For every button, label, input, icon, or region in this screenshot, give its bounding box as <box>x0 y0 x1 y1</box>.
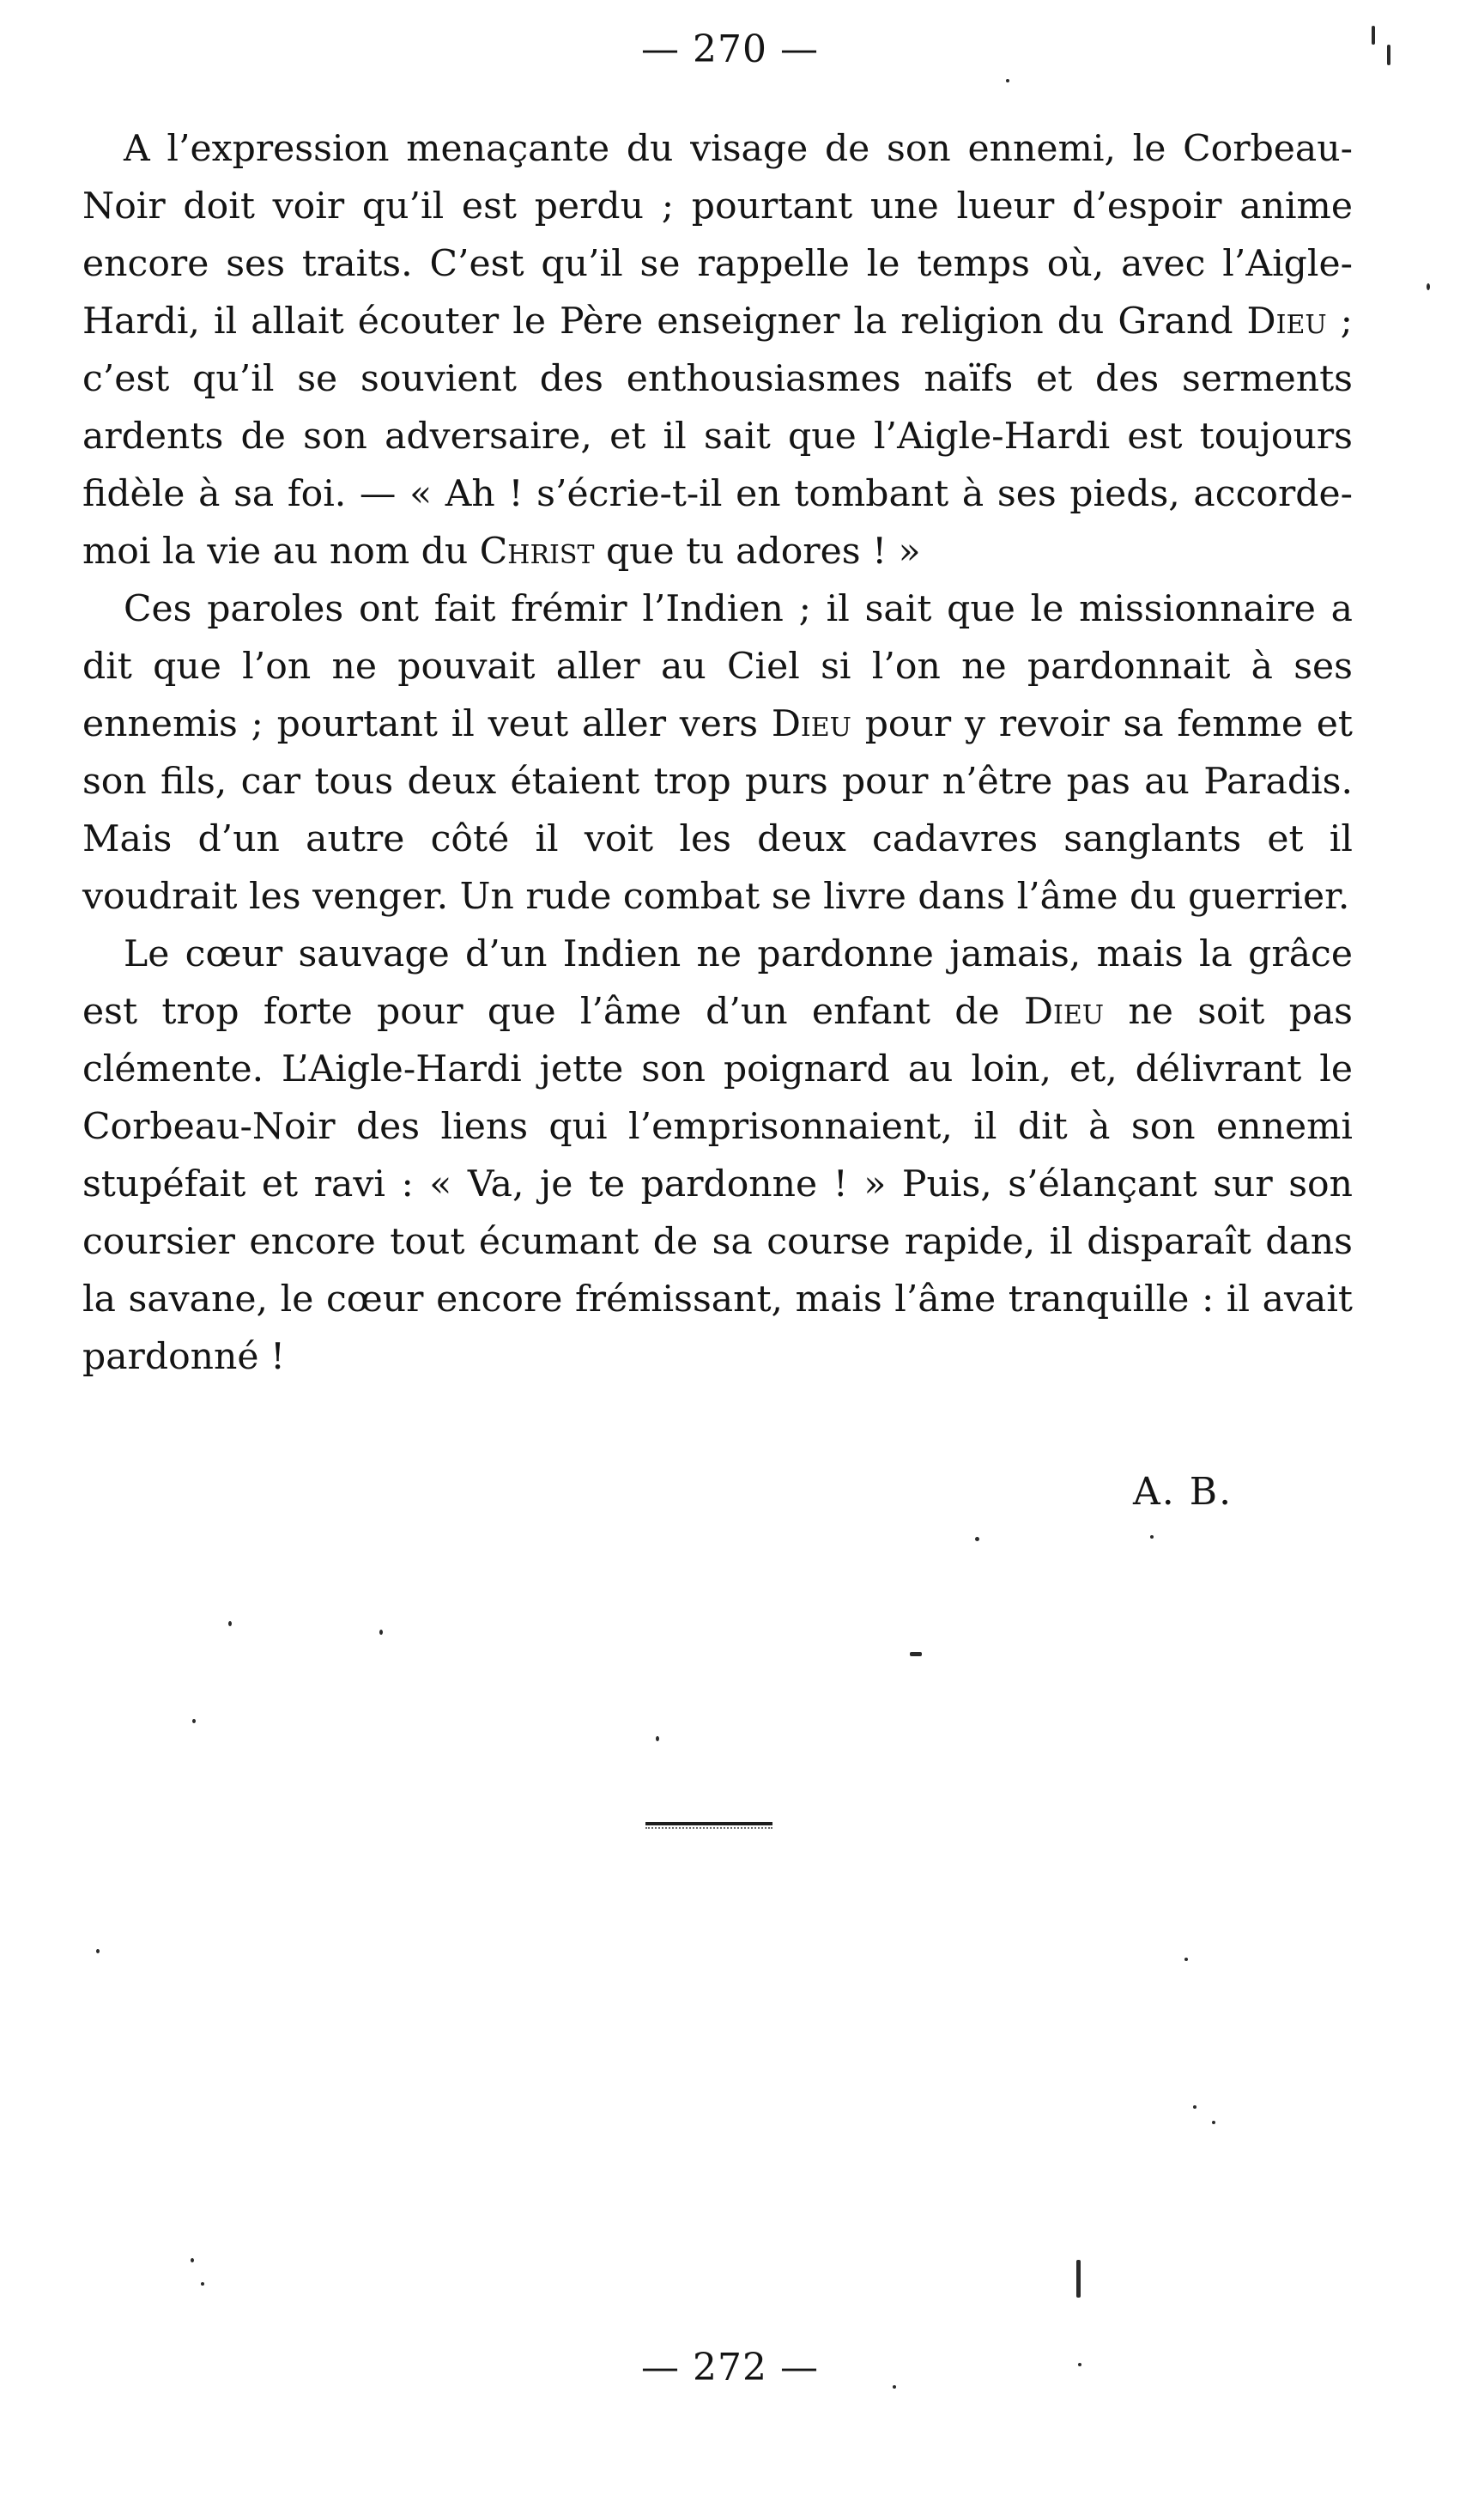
page-number-top: — 270 — <box>641 27 819 71</box>
paragraph-1-part-1: A l’expression menaçante du visage de son ennemi, le Corbeau-Noir doit voir qu’il est perdu ; pourtant une lueur d’espoir anime encore ses traits. C’est qu’il se rappelle le temps où, avec l’Aigle-Hardi, il allait écouter le Père enseigner la religion du Grand <box>82 128 1353 343</box>
paragraph-1-part-2: ; c’est qu’il se souvient des enthousiasmes naïfs et des serments ardents de son adversaire, et il sait que l’Aigle-Hardi est toujours fidèle à sa foi. — « Ah ! s’écrie-t-il en tombant à ses pieds, accorde-moi la vie au nom du <box>82 301 1353 573</box>
christ-smallcaps: Christ <box>479 531 595 573</box>
separator-dots <box>645 1827 772 1832</box>
speck <box>96 1949 100 1953</box>
speck <box>192 1719 196 1723</box>
dieu-smallcaps: Dieu <box>1023 991 1105 1033</box>
speck <box>1372 26 1375 45</box>
speck <box>656 1736 659 1741</box>
speck <box>1184 1958 1188 1961</box>
paragraph-3-part-2: ne soit pas clémente. L’Aigle-Hardi jette son poignard au loin, et, délivrant le Corbeau-Noir des liens qui l’emprisonnaient, il dit à son ennemi stupéfait et ravi : « Va, je te pardonne ! » Puis, s’élançant sur son coursier encore tout écumant de sa course rapide, il disparaît dans la savane, le cœur encore frémissant, mais l’âme tranquille : il avait pardonné ! <box>82 991 1353 1378</box>
paragraph-2-part-1: Ces paroles ont fait frémir l’Indien ; il sait que le missionnaire a dit que l’on ne pouvait aller au Ciel si l’on ne pardonnait à ses ennemis ; pourtant il veut aller vers <box>82 588 1353 745</box>
body-text <box>82 120 1353 1386</box>
speck <box>191 2258 194 2262</box>
speck <box>1006 79 1009 82</box>
speck <box>1387 45 1390 65</box>
dieu-smallcaps: Dieu <box>771 703 851 745</box>
paragraph-3 <box>82 926 1353 1386</box>
paragraph-2-part-2: pour y revoir sa femme et son fils, car tous deux étaient trop purs pour n’être pas au Paradis. Mais d’un autre côté il voit les deux cadavres sanglants et il voudrait les venger. Un rude combat se livre dans l’âme du guerrier. <box>82 703 1353 918</box>
speck <box>1150 1535 1154 1539</box>
speck <box>201 2282 204 2286</box>
author-signature: A. B. <box>1133 1470 1233 1514</box>
paragraph-1-part-3: que tu adores ! » <box>594 531 921 573</box>
ornamental-separator <box>645 1822 772 1825</box>
speck <box>228 1621 232 1626</box>
paragraph-1 <box>82 120 1353 580</box>
paragraph-2 <box>82 580 1353 926</box>
speck <box>975 1537 979 1541</box>
speck <box>910 1652 922 1656</box>
dieu-smallcaps: Dieu <box>1246 301 1327 343</box>
speck <box>1193 2105 1196 2109</box>
page-number-bottom: — 272 — <box>641 2346 819 2389</box>
speck <box>379 1630 383 1635</box>
speck <box>1076 2260 1081 2298</box>
speck <box>1212 2121 1215 2124</box>
paragraph-3-part-1: Le cœur sauvage d’un Indien ne pardonne jamais, mais la grâce est trop forte pour que l’âme d’un enfant de <box>82 933 1353 1033</box>
speck <box>1427 283 1430 290</box>
